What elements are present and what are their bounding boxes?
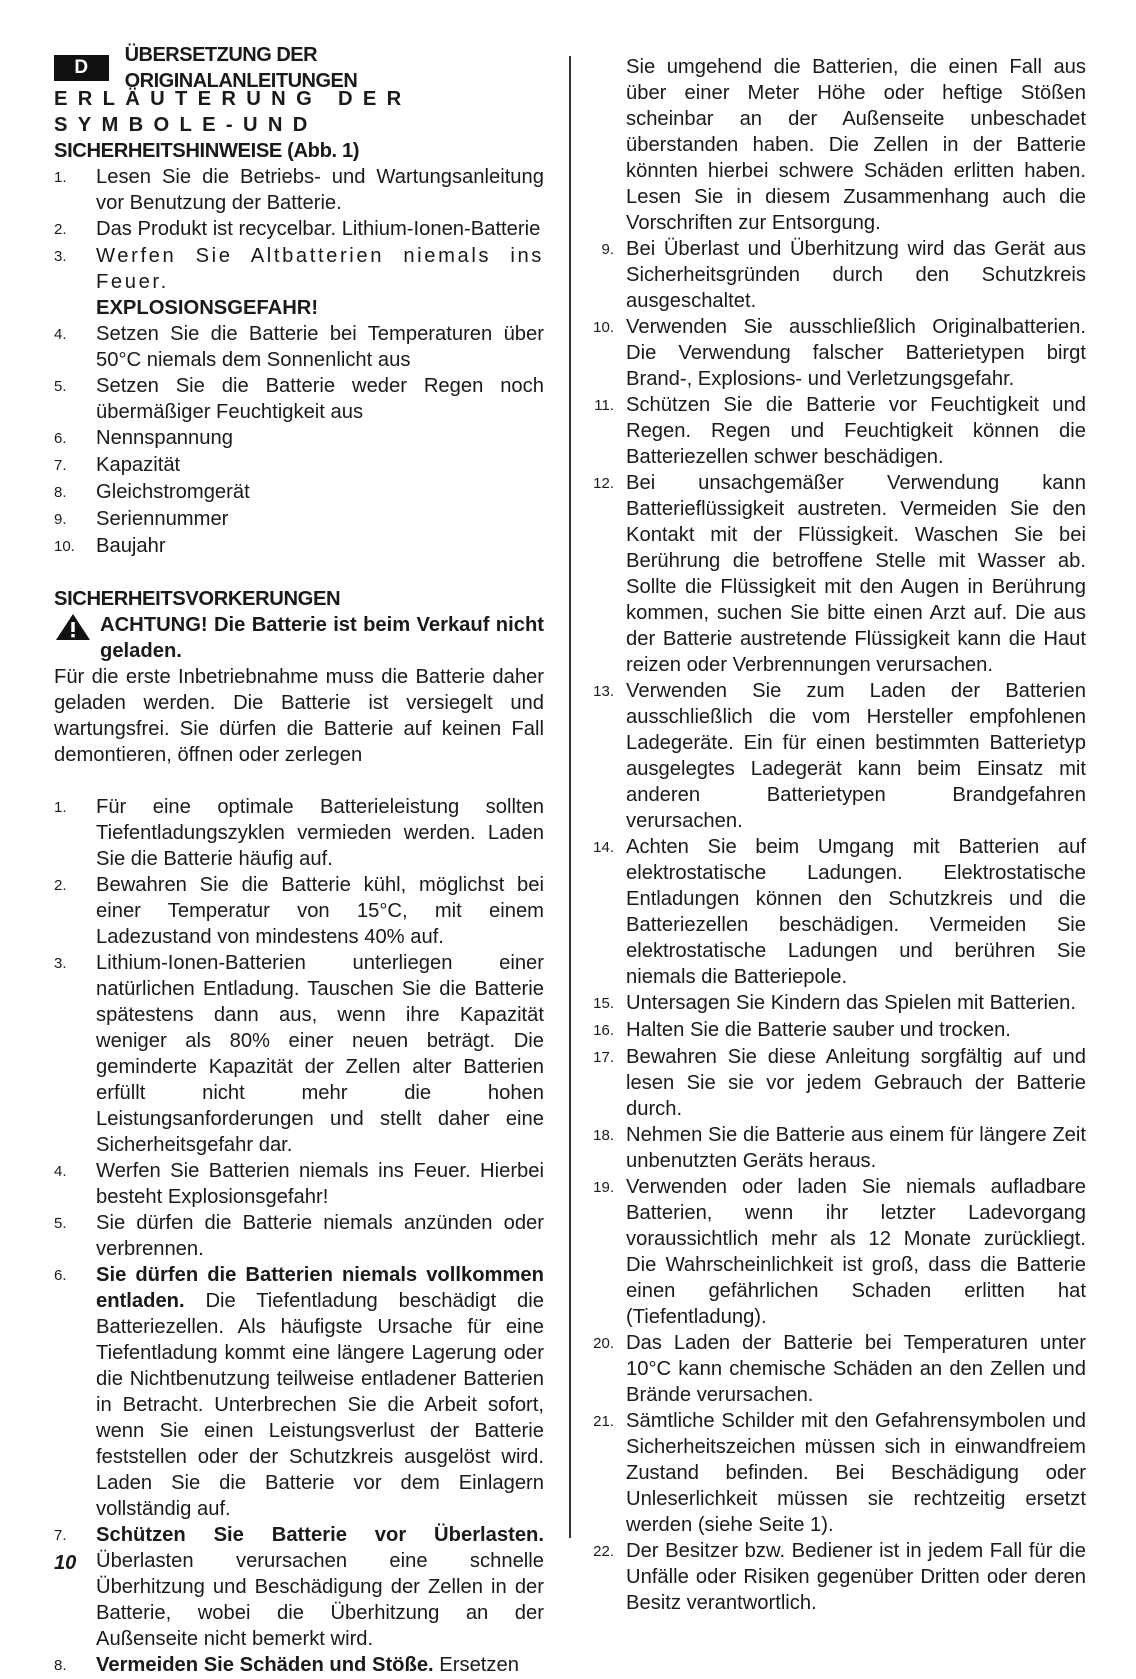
list-item: 15. Untersagen Sie Kindern das Spielen mit Batterien. [593, 992, 1076, 1014]
list-item: 5. Setzen Sie die Batterie weder Regen noch übermäßiger Feuchtigkeit aus [54, 375, 544, 423]
warning-bold-text: ACHTUNG! Die Batterie ist beim Verkauf nicht geladen. [100, 614, 544, 662]
list-item: 19. Verwenden oder laden Sie niemals aufladbare Batterien, wenn ihr letzter Ladevorgang voraussichtlich mehr als 12 Monate zurückliegt. Die Wahrscheinlichkeit ist groß, dass die Batterie einen gefährlichen Schaden erlitten hat (Tiefentladung). [593, 1176, 1086, 1328]
list-item: 9. Seriennummer [54, 508, 229, 530]
page-number: 10 [54, 1552, 77, 1574]
list-item: 5. Sie dürfen die Batterie niemals anzünden oder verbrennen. [54, 1212, 544, 1260]
section-header [54, 44, 544, 92]
list-item: 21. Sämtliche Schilder mit den Gefahrensymbolen und Sicherheitszeichen müssen sich in einwandfreiem Zustand befinden. Bei Beschädigung oder Unleserlichkeit müssen sie rechtzeitig ersetzt werden (siehe Seite 1). [593, 1410, 1086, 1536]
list-item: 8. Vermeiden Sie Schäden und Stöße. Ersetzen [54, 1654, 519, 1676]
list-item: 22. Der Besitzer bzw. Bediener ist in jedem Fall für die Unfälle oder Risiken gegenüber Dritten oder deren Besitz verantwortlich. [593, 1540, 1086, 1614]
list-item: 7. Kapazität [54, 454, 181, 476]
list-item: 3. Werfen Sie Altbatterien niemals ins Feuer. EXPLOSIONSGEFAHR! [54, 245, 544, 319]
symbols-list [54, 164, 544, 560]
list-item: 20. Das Laden der Batterie bei Temperaturen unter 10°C kann chemische Schäden an den Zellen und Brände verursachen. [593, 1332, 1086, 1406]
list-item: 1. Für eine optimale Batterieleistung sollten Tiefentladungszyklen vermieden werden. Laden Sie die Batterie häufig auf. [54, 796, 544, 870]
symbols-heading-line2: SICHERHEITSHINWEISE (Abb. 1) [54, 140, 360, 162]
list-item: 9. Bei Überlast und Überhitzung wird das Gerät aus Sicherheitsgründen durch den Schutzkreis ausgeschaltet. [601, 238, 1086, 312]
list-item: 4. Werfen Sie Batterien niemals ins Feuer. Hierbei besteht Explosionsgefahr! [54, 1160, 544, 1208]
list-item: 11. Schützen Sie die Batterie vor Feuchtigkeit und Regen. Regen und Feuchtigkeit können die Batteriezellen schwer beschädigen. [594, 394, 1086, 468]
warning-triangle-icon [54, 612, 92, 642]
list-item: 4. Setzen Sie die Batterie bei Temperaturen über 50°C niemals dem Sonnenlicht aus [54, 323, 544, 371]
list-item: 6. Sie dürfen die Batterien niemals vollkommen entladen. Die Tiefentladung beschädigt die Batteriezellen. Als häufigste Ursache für eine Tiefentladung kommt eine längere Lagerung oder die Nichtbenutzung teilweise entladener Batterien in Betracht. Unterbrechen Sie die Arbeit sofort, wenn Sie einen Leistungsverlust der Batterie feststellen oder der Schutzkreis ausgelöst wird. Laden Sie die Batterie vor dem Einlagern vollständig auf. [54, 1264, 544, 1520]
list-item: 10. Baujahr [54, 535, 166, 557]
list-item: 3. Lithium-Ionen-Batterien unterliegen einer natürlichen Entladung. Tauschen Sie die Batterie spätestens dann aus, wenn ihre Kapazität weniger als 80% einer neuen beträgt. Die geminderte Kapazität der Zellen alter Batterien erfüllt nicht mehr die hohen Leistungsanforderungen und stellt daher eine Sicherheitsgefahr dar. [54, 952, 544, 1156]
safety-heading: SICHERHEITSVORKERUNGEN [54, 588, 341, 610]
header-title: ÜBERSETZUNG DER ORIGINALANLEITUNGEN [124, 44, 358, 92]
list-item: 2. Bewahren Sie die Batterie kühl, möglichst bei einer Temperatur von 15°C, mit einem Ladezustand von mindestens 40% auf. [54, 874, 544, 948]
language-badge: D [54, 55, 109, 81]
list-item: 18. Nehmen Sie die Batterie aus einem für längere Zeit unbenutzten Geräts heraus. [593, 1124, 1086, 1172]
item-8-continuation: Sie umgehend die Batterien, die einen Fall aus über einer Meter Höhe oder heftige Stößen scheinbar an der Außenseite unbeschadet überstanden haben. Die Zellen in der Batterie könnten hierbei schwere Schäden erlitten haben. Lesen Sie in diesem Zusammenhang auch die Vorschriften zur Entsorgung. [626, 56, 1086, 234]
symbols-heading-line1: ERLÄUTERUNG DER SYMBOLE-UND [54, 88, 412, 136]
left-column [54, 44, 544, 1679]
list-item: 7. Schützen Sie Batterie vor Überlasten. Überlasten verursachen eine schnelle Überhitzung und Beschädigung der Zellen in der Batterie, wobei die Überhitzung an der Außenseite nicht bemerkt wird. [54, 1524, 544, 1650]
safety-list [54, 794, 544, 1679]
list-item: 14. Achten Sie beim Umgang mit Batterien auf elektrostatische Ladungen. Elektrostatische Entladungen können den Schutzkreis und die Batteriezellen beschädigen. Vermeiden Sie elektrostatische Ladungen und berühren Sie niemals die Batteriepole. [593, 836, 1086, 988]
warning-block [54, 612, 544, 664]
warning-text: Für die erste Inbetriebnahme muss die Batterie daher geladen werden. Die Batterie ist versiegelt und wartungsfrei. Sie dürfen die Batterie auf keinen Fall demontieren, öffnen oder zerlegen [54, 666, 544, 766]
list-item: 2. Das Produkt ist recycelbar. Lithium-Ionen-Batterie [54, 218, 541, 240]
list-item: 17. Bewahren Sie diese Anleitung sorgfältig auf und lesen Sie sie vor jedem Gebrauch der Batterie durch. [593, 1046, 1086, 1120]
list-item: 12. Bei unsachgemäßer Verwendung kann Batterieflüssigkeit austreten. Vermeiden Sie den Kontakt mit der Flüssigkeit. Waschen Sie bei Berührung die betroffene Stelle mit Wasser ab. Sollte die Flüssigkeit mit den Augen in Berührung kommen, suchen Sie bitte einen Arzt auf. Die aus der Batterie austretende Flüssigkeit kann die Haut reizen oder Verbrennungen verursachen. [593, 472, 1086, 676]
right-column [586, 54, 1086, 1616]
column-divider [569, 56, 571, 1538]
safety-list-continued [586, 236, 1086, 1616]
list-item: 1. Lesen Sie die Betriebs- und Wartungsanleitung vor Benutzung der Batterie. [54, 166, 544, 214]
list-item: 8. Gleichstromgerät [54, 481, 250, 503]
list-item: 13. Verwenden Sie zum Laden der Batterien ausschließlich die vom Hersteller empfohlenen Ladegeräte. Ein für einen bestimmten Batterietyp ausgelegtes Ladegerät kann beim Einsatz mit anderen Batterietypen Brandgefahren verursachen. [593, 680, 1086, 832]
list-item: 10. Verwenden Sie ausschließlich Originalbatterien. Die Verwendung falscher Batterietypen birgt Brand-, Explosions- und Verletzungsgefahr. [593, 316, 1086, 390]
list-item: 6. Nennspannung [54, 427, 233, 449]
list-item: 16. Halten Sie die Batterie sauber und trocken. [593, 1019, 1011, 1041]
